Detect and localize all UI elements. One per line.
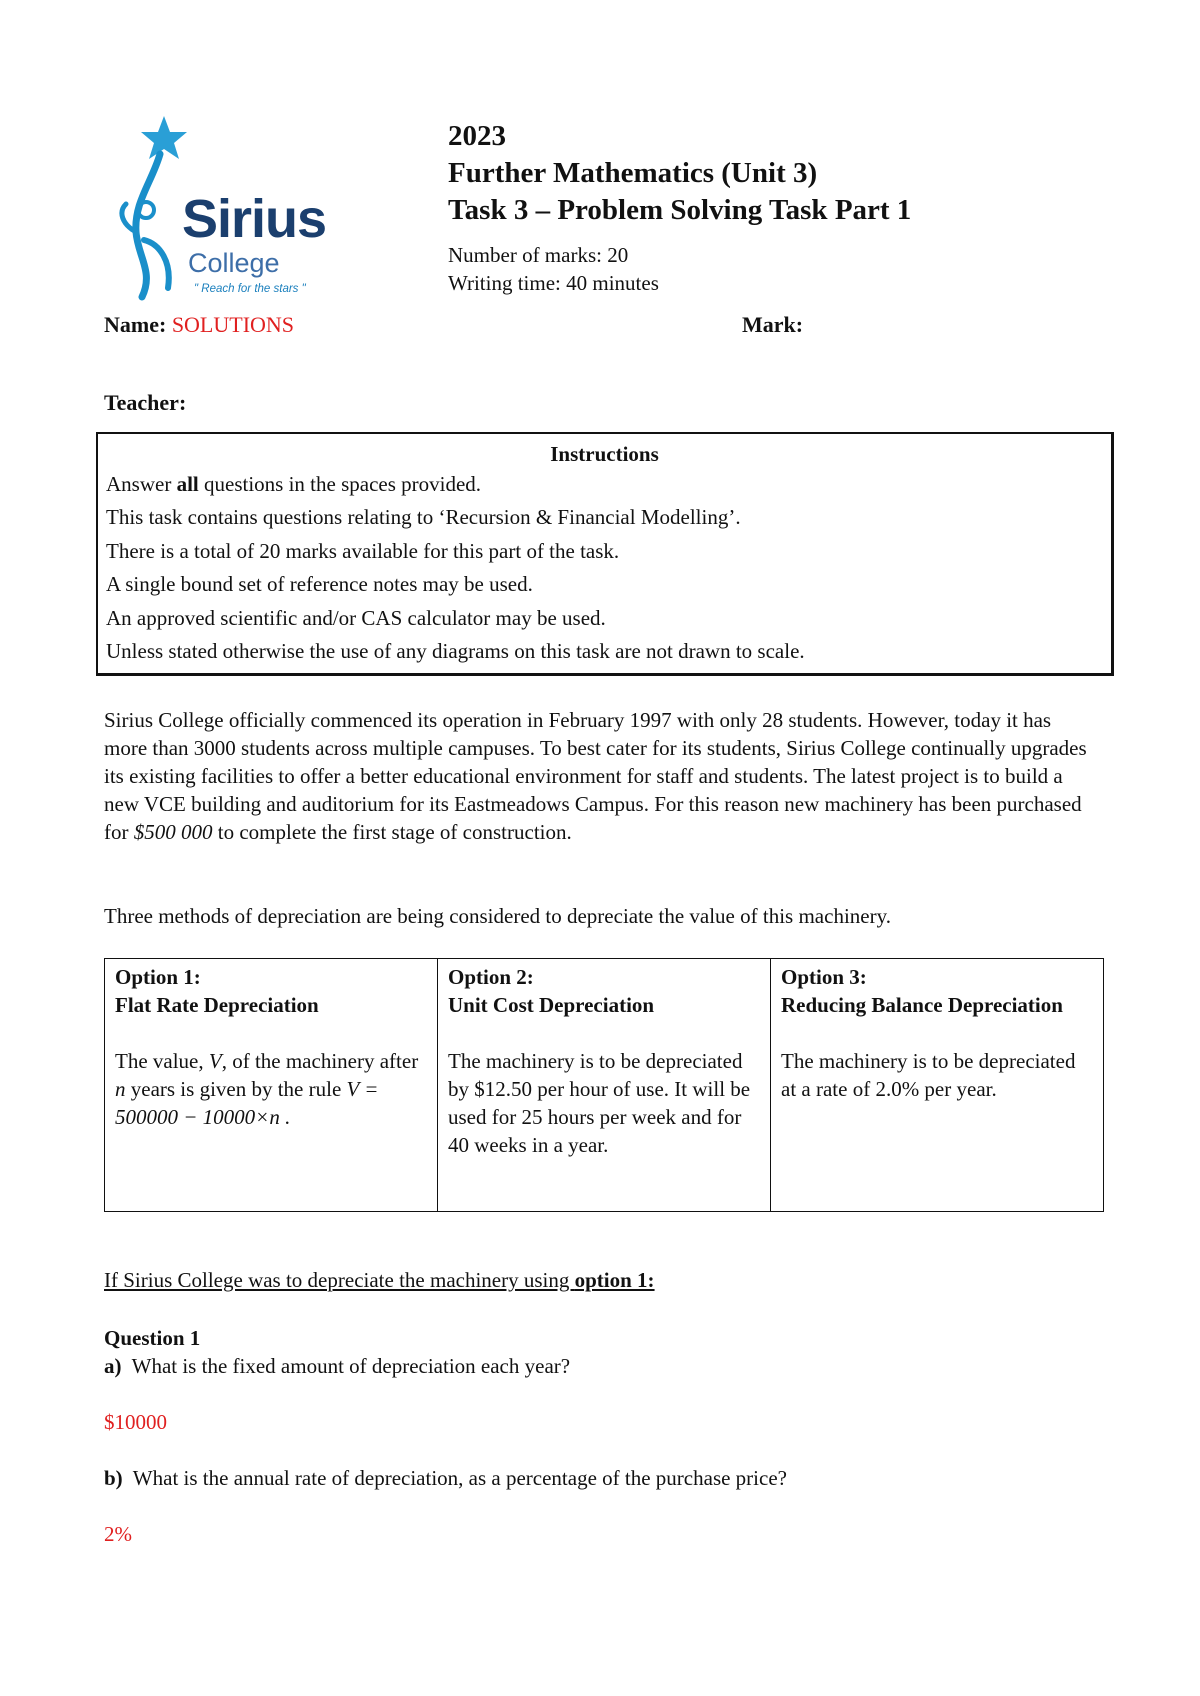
instruction-line: There is a total of 20 marks available for this part of the task. [106,538,620,563]
logo-name: Sirius [182,189,327,249]
instruction-text: Answer [106,472,177,496]
question-text: What is the fixed amount of depreciation each year? [121,1354,571,1378]
header-subject: Further Mathematics (Unit 3) [448,157,818,189]
option-3-title: Reducing Balance Depreciation [781,993,1063,1017]
intro-paragraph [104,706,1094,846]
intro-text: to complete the first stage of construction. [212,820,572,844]
logo-subtitle: College [188,248,280,278]
option-1-variable: n [115,1077,126,1101]
question-part-label: a) [104,1354,122,1378]
intro-text: Sirius College officially commenced its operation in February 1997 with only 28 students. However, today it has more than 3000 students across multiple campuses. To best cater for its students, Sirius College continually upgrades its existing facilities to offer a better educational environment for staff and students. The latest project is to build a new VCE building and auditorium for its Eastmeadows Campus. For this reason new machinery has been purchased for [104,708,1087,844]
option-2-text: The machinery is to be depreciated by $12.50 per hour of use. It will be used for 25 hours per week and for 40 weeks in a year. [448,1049,751,1157]
instruction-emphasis: all [176,472,199,496]
header-task: Task 3 – Problem Solving Task Part 1 [448,194,912,226]
instructions-box [96,432,1114,676]
answer-1a: $10000 [104,1410,167,1434]
option-3-cell [771,959,1104,1212]
option-2-title: Unit Cost Depreciation [448,993,655,1017]
question-text: What is the annual rate of depreciation, as a percentage of the purchase price? [122,1466,787,1490]
intro-price: $500 000 [133,820,213,844]
option-1-variable: V [208,1049,222,1073]
option-2-label: Option 2: [448,965,534,989]
option-1-rule: V = 500000 − 10000×n . [115,1077,379,1129]
option-1-title: Flat Rate Depreciation [115,993,319,1017]
instructions-title: Instructions [550,442,659,466]
header-time: Writing time: 40 minutes [448,271,659,295]
question-part-label: b) [104,1466,123,1490]
options-table [104,958,1104,1212]
instruction-line: A single bound set of reference notes may be used. [106,572,533,597]
option-1-label: Option 1: [115,965,201,989]
instruction-text: questions in the spaces provided. [198,472,482,496]
questions-intro-option: option 1: [574,1268,655,1292]
name-label: Name: [104,312,167,337]
question-1-label: Question 1 [104,1326,201,1350]
questions-intro [104,1268,655,1293]
option-3-text: The machinery is to be depreciated at a rate of 2.0% per year. [781,1049,1076,1101]
mark-label: Mark: [742,312,804,337]
teacher-label: Teacher: [104,390,187,415]
option-2-cell [438,959,771,1212]
answer-1b: 2% [104,1522,132,1546]
header-year: 2023 [448,120,506,152]
name-value: SOLUTIONS [171,312,295,337]
intro-paragraph-2: Three methods of depreciation are being considered to depreciate the value of this machinery. [104,904,891,928]
name-field [104,312,294,338]
option-1-text-part: years is given by the rule [125,1077,347,1101]
option-1-text [115,1047,427,1131]
document-header [448,118,911,297]
school-logo [112,112,352,302]
option-1-text-part: , of the machinery after [221,1049,419,1073]
instruction-line: Unless stated otherwise the use of any diagrams on this task are not drawn to scale. [106,639,805,664]
header-marks: Number of marks: 20 [448,243,629,267]
question-1b [104,1466,787,1491]
instruction-line [98,468,1111,501]
questions-intro-text: If Sirius College was to depreciate the machinery using [104,1268,575,1292]
logo-motto: " Reach for the stars " [194,283,306,295]
option-1-cell [105,959,438,1212]
option-1-text-part: The value, [115,1049,209,1073]
option-3-label: Option 3: [781,965,867,989]
question-1a [104,1354,570,1379]
instruction-line: This task contains questions relating to ‘Recursion & Financial Modelling’. [106,505,741,530]
instruction-line: An approved scientific and/or CAS calculator may be used. [106,605,606,630]
